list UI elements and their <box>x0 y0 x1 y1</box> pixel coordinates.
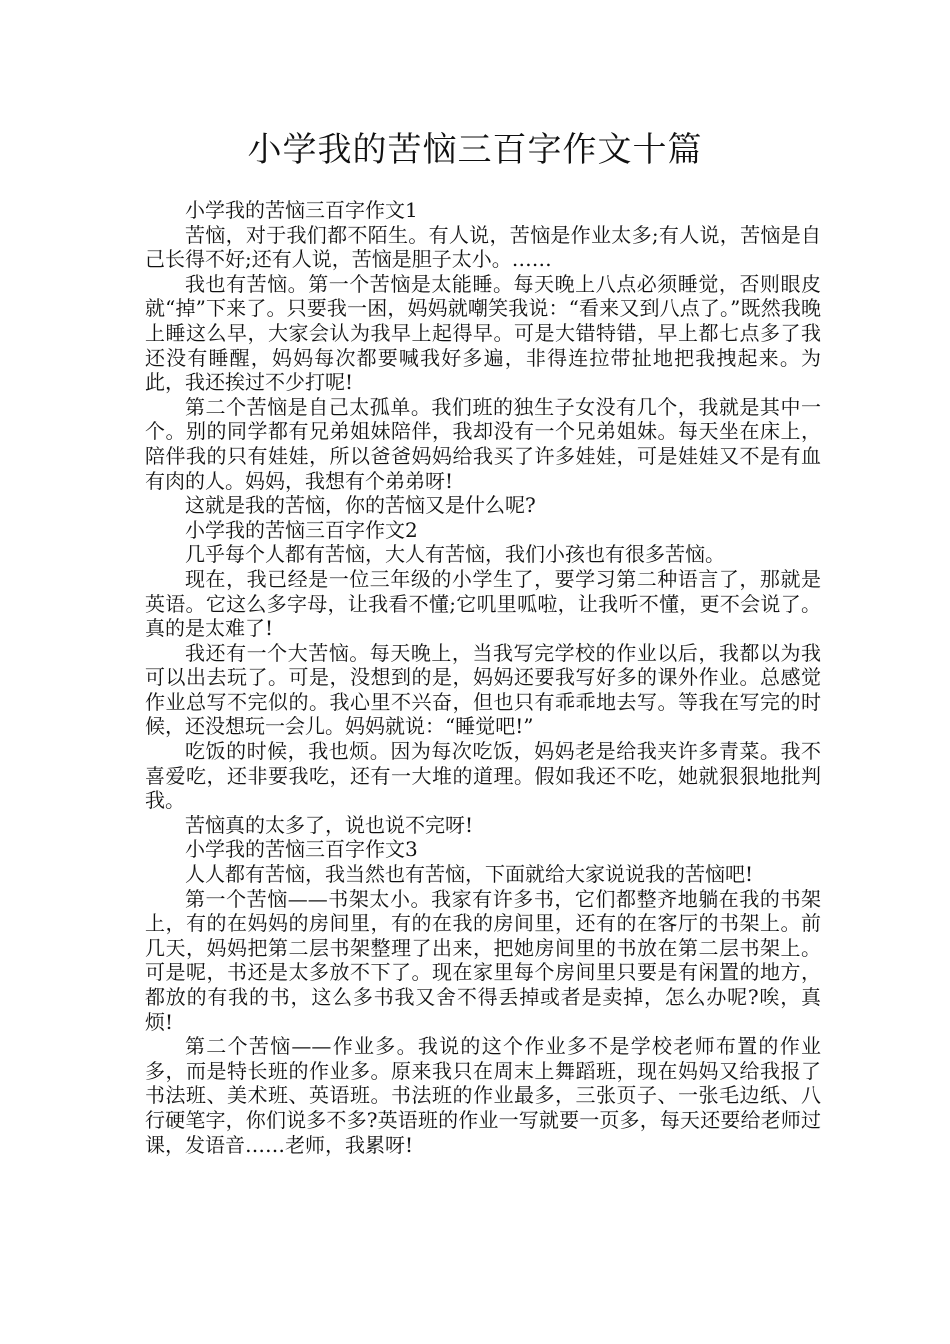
paragraph: 现在，我已经是一位三年级的小学生了，要学习第二种语言了，那就是英语。它这么多字母，让我看不懂;它叽里呱啦，让我听不懂，更不会说了。真的是太难了! <box>145 566 821 641</box>
paragraph: 几乎每个人都有苦恼，大人有苦恼，我们小孩也有很多苦恼。 <box>185 542 725 567</box>
essay-2-heading: 小学我的苦恼三百字作文2 <box>185 517 418 542</box>
paragraph: 我还有一个大苦恼。每天晚上，当我写完学校的作业以后，我都以为我可以出去玩了。可是，没想到的是，妈妈还要我写好多的课外作业。总感觉作业总写不完似的。我心里不兴奋，但也只有乖乖地去写。等我在写完的时候，还没想玩一会儿。妈妈就说：“睡觉吧!” <box>145 640 821 739</box>
essay-1-heading: 小学我的苦恼三百字作文1 <box>185 198 418 222</box>
paragraph: 第二个苦恼——作业多。我说的这个作业多不是学校老师布置的作业多，而是特长班的作业多。原来我只在周末上舞蹈班，现在妈妈又给我报了书法班、美术班、英语班。书法班的作业最多，三张页子、一张毛边纸、八行硬笔字，你们说多不多?英语班的作业一写就要一页多，每天还要给老师过课，发语音……老师，我累呀! <box>145 1034 821 1157</box>
paragraph: 第一个苦恼——书架太小。我家有许多书，它们都整齐地躺在我的书架上，有的在妈妈的房间里，有的在我的房间里，还有的在客厅的书架上。前几天，妈妈把第二层书架整理了出来，把她房间里的书放在第二层书架上。可是呢，书还是太多放不下了。现在家里每个房间里只要是有闲置的地方，都放的有我的书，这么多书我又舍不得丢掉或者是卖掉，怎么办呢?唉，真烦! <box>145 886 821 1034</box>
document-title: 小学我的苦恼三百字作文十篇 <box>247 130 703 170</box>
paragraph: 苦恼，对于我们都不陌生。有人说，苦恼是作业太多;有人说，苦恼是自己长得不好;还有人说，苦恼是胆子太小。…… <box>145 222 821 272</box>
paragraph: 我也有苦恼。第一个苦恼是太能睡。每天晚上八点必须睡觉，否则眼皮就“掉”下来了。只要我一困，妈妈就嘲笑我说：“看来又到八点了。”既然我晚上睡这么早，大家会认为我早上起得早。可是大错特错，早上都七点多了我还没有睡醒，妈妈每次都要喊我好多遍，非得连拉带扯地把我拽起来。为此，我还挨过不少打呢! <box>145 271 821 395</box>
paragraph: 这就是我的苦恼，你的苦恼又是什么呢? <box>185 493 536 518</box>
paragraph: 第二个苦恼是自己太孤单。我们班的独生子女没有几个，我就是其中一个。别的同学都有兄弟姐妹陪伴，我却没有一个兄弟姐妹。每天坐在床上，陪伴我的只有娃娃，所以爸爸妈妈给我买了许多娃娃，可是娃娃又不是有血有肉的人。妈妈，我想有个弟弟呀! <box>145 394 821 493</box>
paragraph: 吃饭的时候，我也烦。因为每次吃饭，妈妈老是给我夹许多青菜。我不喜爱吃，还非要我吃，还有一大堆的道理。假如我还不吃，她就狠狠地批判我。 <box>145 739 821 813</box>
document-body <box>145 198 821 1157</box>
essay-3-heading: 小学我的苦恼三百字作文3 <box>185 837 418 862</box>
paragraph: 苦恼真的太多了，说也说不完呀! <box>185 812 474 837</box>
paragraph: 人人都有苦恼，我当然也有苦恼，下面就给大家说说我的苦恼吧! <box>185 862 754 887</box>
